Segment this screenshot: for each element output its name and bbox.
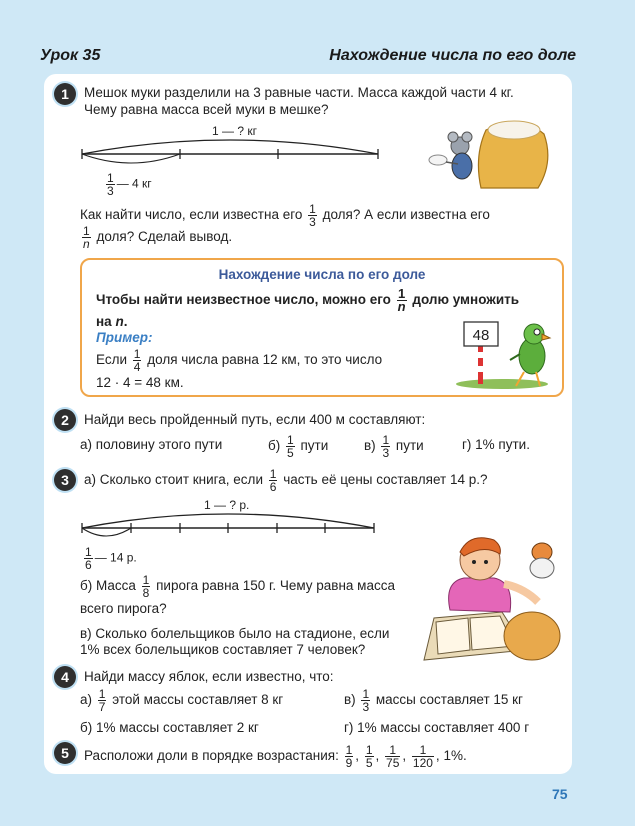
task-3-diagram-top-label: 1 — ? р. bbox=[204, 498, 250, 512]
task-1-bottom-arc bbox=[82, 154, 180, 163]
task-4-option-a: а) $\frac{1}{7}$ этой массы составляет 8 кг bbox=[80, 687, 284, 714]
signpost-parrot-illustration bbox=[454, 314, 564, 390]
task-1-question-fraction: $\frac{1}{3}$ bbox=[309, 202, 316, 229]
task-3c-line2: 1% всех болельщиков составляет 7 человек? bbox=[80, 642, 366, 657]
task-1-question-line1: Как найти число, если известна его $\frac{1}{3}$ доля? А если известна его bbox=[80, 202, 490, 229]
task-1-diagram-bottom: $\frac{1}{3}$ — 4 кг bbox=[107, 171, 152, 198]
task-1-question-fraction-n: $\frac{1}{n}$ bbox=[83, 224, 90, 251]
task-3a-text: а) Сколько стоит книга, если $\frac{1}{6}$ часть её цены составляет 14 р.? bbox=[84, 467, 488, 494]
task-2-text: Найди весь пройденный путь, если 400 м составляют: bbox=[84, 412, 426, 427]
task-3b-line2: всего пирога? bbox=[80, 601, 167, 616]
task-2-option-a: а) половину этого пути bbox=[80, 437, 223, 452]
task-1-text-line2: Чему равна масса всей муки в мешке? bbox=[84, 102, 329, 117]
task-3-diagram-bottom: $\frac{1}{6}$ — 14 р. bbox=[85, 545, 137, 572]
task-4-option-g: г) 1% массы составляет 400 г bbox=[344, 720, 530, 735]
task-3-number: 3 bbox=[54, 469, 76, 491]
lesson-topic: Нахождение числа по его доле bbox=[329, 47, 576, 64]
task-1-question-line2: $\frac{1}{n}$ доля? Сделай вывод. bbox=[83, 224, 233, 251]
task-5-text: Расположи доли в порядке возрастания: $\frac{1}{9}$ , $\frac{1}{5}$ , $\frac{1}{75}$ , $\frac{1}{120}$ , 1%. bbox=[84, 743, 467, 770]
example-line1: Если $\frac{1}{4}$ доля числа равна 12 км, то это число bbox=[96, 347, 383, 374]
flour-sack-mouse-illustration bbox=[426, 112, 556, 192]
task-1-diagram-top-label: 1 — ? кг bbox=[212, 124, 257, 138]
rule-fraction: $\frac{1}{n}$ bbox=[397, 286, 406, 314]
task-1-top-arc bbox=[82, 140, 378, 154]
task-1-number: 1 bbox=[54, 83, 76, 105]
task-3-bottom-arc bbox=[82, 528, 131, 536]
sign-value: 48 bbox=[472, 327, 490, 344]
task-3b-line1: б) Масса $\frac{1}{8}$ пирога равна 150 г. Чему равна масса bbox=[80, 573, 395, 600]
task-5-number: 5 bbox=[54, 742, 76, 764]
task-2-option-b: б) $\frac{1}{5}$ пути bbox=[268, 433, 329, 460]
task-4-number: 4 bbox=[54, 666, 76, 688]
task-1-diagram-fraction: $\frac{1}{3}$ bbox=[107, 171, 114, 198]
task-3c-line1: в) Сколько болельщиков было на стадионе, если bbox=[80, 626, 390, 641]
task-4-option-v: в) $\frac{1}{3}$ массы составляет 15 кг bbox=[344, 687, 523, 714]
example-fraction: $\frac{1}{4}$ bbox=[133, 347, 141, 374]
boy-with-book-illustration bbox=[414, 522, 564, 662]
example-label: Пример: bbox=[96, 330, 153, 345]
rule-box bbox=[80, 258, 564, 397]
task-1-text-line1: Мешок муки разделили на 3 равные части. Масса каждой части 4 кг. bbox=[84, 85, 514, 100]
task-4-option-b: б) 1% массы составляет 2 кг bbox=[80, 720, 259, 735]
rule-title: Нахождение числа по его доле bbox=[218, 267, 426, 282]
lesson-title: Урок 35 bbox=[40, 47, 101, 64]
example-line2: 12 · 4 = 48 км. bbox=[96, 375, 184, 390]
rule-text: Чтобы найти неизвестное число, можно его $\frac{1}{n}$ долю умножить на n. bbox=[96, 286, 520, 329]
task-3-segment-diagram bbox=[80, 506, 380, 546]
task-2-option-d: г) 1% пути. bbox=[462, 437, 530, 452]
page-header bbox=[36, 44, 584, 68]
task-1-segment-diagram bbox=[80, 132, 380, 172]
content-card bbox=[44, 74, 572, 774]
page-number: 75 bbox=[552, 786, 568, 802]
task-4-text: Найди массу яблок, если известно, что: bbox=[84, 669, 334, 684]
task-2-option-c: в) $\frac{1}{3}$ пути bbox=[364, 433, 424, 460]
task-2-number: 2 bbox=[54, 409, 76, 431]
